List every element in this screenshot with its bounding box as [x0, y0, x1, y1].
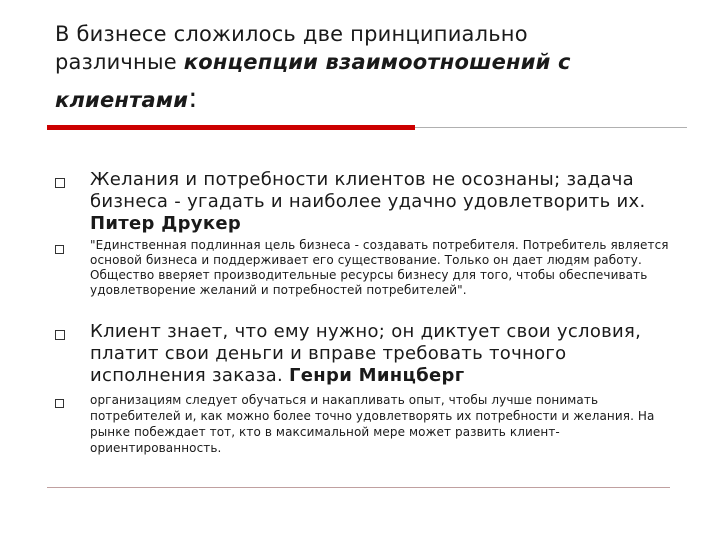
list-item-1 — [90, 169, 690, 235]
bullet-square-icon — [55, 399, 64, 408]
title-line-1: В бизнесе сложилось две принципиально — [55, 22, 528, 46]
list-item-2-text: "Единственная подлинная цель бизнеса - создавать потребителя. Потребитель является основой бизнеса и поддерживает его существование. Только он дает людям работу. Общество вверяет производительные ресурсы бизнесу для того, чтобы обеспечивать удовлетворение желаний и потребностей потребителей". — [90, 238, 669, 297]
title-divider-gray-line — [415, 127, 687, 128]
list-item-3-author: Генри Минцберг — [289, 365, 465, 386]
slide-title — [55, 20, 695, 114]
list-item-1-text: Желания и потребности клиентов не осознаны; задача бизнеса - угадать и наиболее удачно удовлетворить их. — [90, 169, 646, 212]
title-line-2-bold: концепции взаимоотношений с — [183, 50, 571, 74]
bottom-divider — [47, 487, 670, 488]
bullet-square-icon — [55, 245, 64, 254]
title-line-3-bold: клиентами — [55, 88, 189, 112]
list-item-1-author: Питер Друкер — [90, 213, 242, 234]
list-item-3 — [90, 321, 670, 387]
bullet-square-icon — [55, 178, 65, 188]
list-item-3-text: Клиент знает, что ему нужно; он диктует свои условия, платит свои деньги и вправе требовать точного исполнения заказа. — [90, 321, 642, 386]
title-colon: : — [188, 81, 198, 114]
list-item-2 — [90, 238, 690, 298]
bullet-square-icon — [55, 330, 65, 340]
title-line-2-normal: различные — [55, 50, 184, 74]
title-divider-red-bar — [47, 125, 415, 130]
list-item-4-text: организациям следует обучаться и накапливать опыт, чтобы лучше понимать потребителей и, как можно более точно удовлетворять их потребности и желания. На рынке побеждает тот, кто в максимальной мере может развить клиент-ориентированность. — [90, 393, 655, 455]
list-item-4 — [90, 392, 690, 456]
